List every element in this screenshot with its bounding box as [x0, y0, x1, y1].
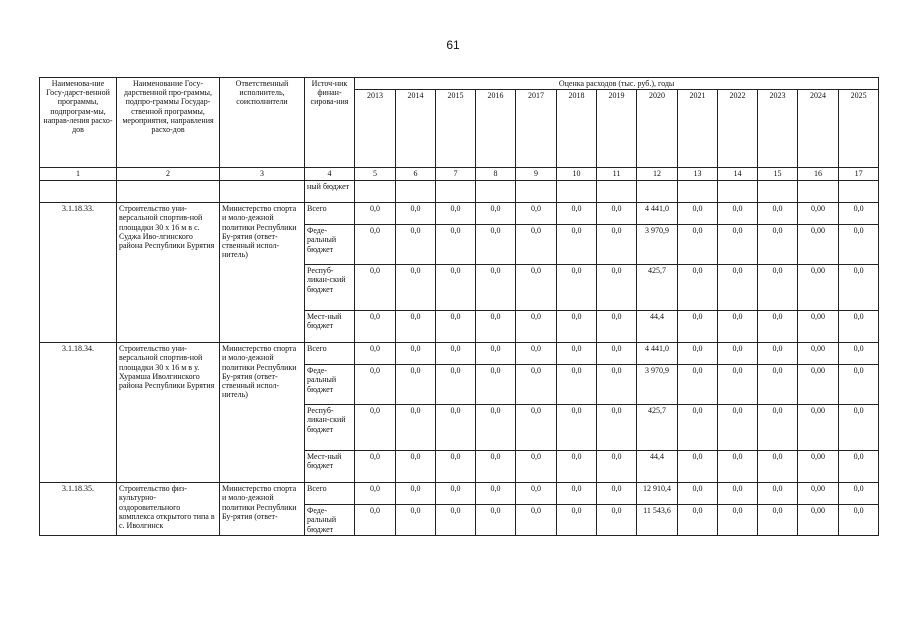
amount-cell: 0,00 [798, 405, 839, 451]
amount-cell: 0,00 [798, 451, 839, 483]
year-header: 2019 [597, 90, 637, 168]
amount-cell: 0,0 [557, 343, 597, 365]
index-cell: 14 [718, 168, 758, 181]
index-cell: 15 [758, 168, 798, 181]
amount-cell: 0,0 [597, 483, 637, 505]
amount-cell: 0,0 [758, 365, 798, 405]
amount-cell: 0,0 [557, 365, 597, 405]
amount-cell: 0,0 [597, 451, 637, 483]
carry-over-row [40, 181, 879, 203]
index-cell: 1 [40, 168, 117, 181]
item-executor: Министерство спорта и моло-дежной политики Республики Бу-рятия (ответ- [220, 483, 305, 536]
amount-cell: 3 970,9 [637, 365, 678, 405]
amount-cell: 0,0 [396, 405, 436, 451]
amount-cell: 0,0 [355, 203, 396, 225]
amount-cell: 0,0 [839, 483, 879, 505]
amount-cell: 0,0 [436, 265, 476, 311]
amount-cell: 0,0 [678, 203, 718, 225]
amount-cell: 3 970,9 [637, 225, 678, 265]
empty-cell [117, 181, 220, 203]
year-header: 2013 [355, 90, 396, 168]
empty-cell [396, 181, 436, 203]
year-header: 2015 [436, 90, 476, 168]
item-name: Строительство уни-версальной спортив-ной площадки 30 х 16 м в с. Суджа Иво-лгинского района Республики Бурятия [117, 203, 220, 343]
amount-cell: 0,0 [758, 451, 798, 483]
amount-cell: 0,0 [476, 203, 516, 225]
amount-cell: 0,0 [718, 311, 758, 343]
header-col4: Источ-ник финан-сирова-ния [305, 78, 355, 168]
amount-cell: 0,0 [758, 265, 798, 311]
amount-cell: 0,0 [718, 451, 758, 483]
amount-cell: 0,0 [355, 451, 396, 483]
amount-cell: 0,0 [839, 451, 879, 483]
amount-cell: 0,0 [355, 265, 396, 311]
year-header: 2020 [637, 90, 678, 168]
amount-cell: 0,0 [557, 203, 597, 225]
amount-cell: 0,0 [678, 365, 718, 405]
amount-cell: 0,0 [516, 343, 557, 365]
amount-cell: 0,0 [516, 483, 557, 505]
amount-cell: 0,0 [758, 405, 798, 451]
index-cell: 10 [557, 168, 597, 181]
amount-cell: 0,0 [758, 343, 798, 365]
header-estimate: Оценка расходов (тыс. руб.), годы [355, 78, 879, 90]
empty-cell [758, 181, 798, 203]
item-name: Строительство уни-версальной спортив-ной площадки 30 х 16 м в у. Хурамша Иволгинского района Республики Бурятия [117, 343, 220, 483]
amount-cell: 0,0 [718, 225, 758, 265]
amount-cell: 44,4 [637, 311, 678, 343]
amount-cell: 0,0 [557, 311, 597, 343]
amount-cell: 0,0 [516, 225, 557, 265]
amount-cell: 0,0 [557, 483, 597, 505]
amount-cell: 0,00 [798, 365, 839, 405]
amount-cell: 0,0 [839, 203, 879, 225]
amount-cell: 0,0 [355, 365, 396, 405]
amount-cell: 0,0 [476, 505, 516, 536]
empty-cell [798, 181, 839, 203]
year-header: 2021 [678, 90, 718, 168]
amount-cell: 0,0 [516, 405, 557, 451]
amount-cell: 0,0 [839, 225, 879, 265]
amount-cell: 0,0 [476, 451, 516, 483]
amount-cell: 0,0 [396, 343, 436, 365]
amount-cell: 0,0 [355, 343, 396, 365]
year-header: 2025 [839, 90, 879, 168]
year-header: 2018 [557, 90, 597, 168]
amount-cell: 0,0 [718, 365, 758, 405]
empty-cell [220, 181, 305, 203]
amount-cell: 0,0 [436, 405, 476, 451]
amount-cell: 0,0 [436, 343, 476, 365]
amount-cell: 0,00 [798, 343, 839, 365]
amount-cell: 0,0 [436, 483, 476, 505]
amount-cell: 0,0 [718, 483, 758, 505]
amount-cell: 0,0 [597, 225, 637, 265]
empty-cell [436, 181, 476, 203]
amount-cell: 0,0 [396, 265, 436, 311]
page-number: 61 [446, 38, 460, 52]
funding-source-cell: Всего [305, 483, 355, 505]
amount-cell: 0,0 [678, 343, 718, 365]
amount-cell: 0,0 [436, 365, 476, 405]
amount-cell: 0,00 [798, 265, 839, 311]
empty-cell [637, 181, 678, 203]
funding-source-cell: Респуб-ликан-ский бюджет [305, 405, 355, 451]
amount-cell: 0,0 [516, 265, 557, 311]
amount-cell: 0,0 [839, 343, 879, 365]
funding-source-cell: Всего [305, 343, 355, 365]
amount-cell: 0,0 [839, 265, 879, 311]
item-code: 3.1.18.34. [40, 343, 117, 483]
amount-cell: 0,0 [516, 311, 557, 343]
amount-cell: 0,0 [718, 343, 758, 365]
header-col1: Наименова-ние Госу-дарст-венной программы, подпрограм-мы, направ-ления расхо-дов [40, 78, 117, 168]
amount-cell: 0,0 [597, 265, 637, 311]
header-col2: Наименование Госу-дарственной про-граммы, подпро-граммы Государ-ственной программы, мероприятия, направления расхо-дов [117, 78, 220, 168]
funding-source-cell: Всего [305, 203, 355, 225]
item-executor: Министерство спорта и моло-дежной политики Республики Бу-рятия (ответ-ственный испол-нитель) [220, 343, 305, 483]
amount-cell: 0,0 [436, 311, 476, 343]
amount-cell: 0,0 [476, 265, 516, 311]
expense-table [39, 77, 879, 536]
index-cell: 12 [637, 168, 678, 181]
amount-cell: 0,0 [476, 483, 516, 505]
funding-source-cell: Феде-ральный бюджет [305, 505, 355, 536]
amount-cell: 0,0 [355, 505, 396, 536]
amount-cell: 0,0 [718, 203, 758, 225]
amount-cell: 0,0 [597, 311, 637, 343]
amount-cell: 0,0 [355, 311, 396, 343]
amount-cell: 0,0 [476, 225, 516, 265]
index-cell: 4 [305, 168, 355, 181]
amount-cell: 0,0 [516, 451, 557, 483]
amount-cell: 0,0 [597, 505, 637, 536]
empty-cell [839, 181, 879, 203]
amount-cell: 0,0 [516, 365, 557, 405]
empty-cell [597, 181, 637, 203]
amount-cell: 4 441,0 [637, 343, 678, 365]
empty-cell [40, 181, 117, 203]
empty-cell [476, 181, 516, 203]
budget-row [40, 203, 879, 225]
amount-cell: 0,0 [436, 451, 476, 483]
amount-cell: 0,0 [355, 483, 396, 505]
index-cell: 16 [798, 168, 839, 181]
amount-cell: 44,4 [637, 451, 678, 483]
budget-row [40, 483, 879, 505]
funding-source-cell: ный бюджет [305, 181, 355, 203]
amount-cell: 0,0 [516, 505, 557, 536]
amount-cell: 0,0 [557, 505, 597, 536]
amount-cell: 0,0 [839, 405, 879, 451]
amount-cell: 4 441,0 [637, 203, 678, 225]
column-index-row [40, 168, 879, 181]
amount-cell: 0,0 [839, 311, 879, 343]
amount-cell: 0,0 [355, 225, 396, 265]
amount-cell: 0,0 [396, 451, 436, 483]
amount-cell: 0,0 [678, 311, 718, 343]
amount-cell: 0,0 [436, 225, 476, 265]
index-cell: 2 [117, 168, 220, 181]
item-code: 3.1.18.33. [40, 203, 117, 343]
amount-cell: 0,0 [718, 405, 758, 451]
amount-cell: 0,0 [718, 505, 758, 536]
amount-cell: 0,0 [597, 343, 637, 365]
amount-cell: 0,0 [355, 405, 396, 451]
amount-cell: 0,00 [798, 225, 839, 265]
funding-source-cell: Мест-ный бюджет [305, 451, 355, 483]
year-header: 2024 [798, 90, 839, 168]
amount-cell: 0,0 [396, 505, 436, 536]
amount-cell: 0,0 [597, 405, 637, 451]
year-header: 2023 [758, 90, 798, 168]
amount-cell: 0,0 [678, 451, 718, 483]
index-cell: 6 [396, 168, 436, 181]
amount-cell: 0,0 [678, 405, 718, 451]
item-name: Строительство физ-культурно-оздоровительного комплекса открытого типа в с. Иволгинск [117, 483, 220, 536]
empty-cell [718, 181, 758, 203]
amount-cell: 0,00 [798, 311, 839, 343]
table-body [40, 168, 879, 536]
header-row [40, 78, 879, 90]
index-cell: 8 [476, 168, 516, 181]
amount-cell: 12 910,4 [637, 483, 678, 505]
amount-cell: 0,0 [678, 225, 718, 265]
index-cell: 9 [516, 168, 557, 181]
year-header: 2014 [396, 90, 436, 168]
amount-cell: 0,0 [678, 265, 718, 311]
index-cell: 13 [678, 168, 718, 181]
amount-cell: 0,0 [396, 225, 436, 265]
amount-cell: 0,0 [557, 265, 597, 311]
amount-cell: 0,0 [436, 203, 476, 225]
amount-cell: 0,00 [798, 483, 839, 505]
amount-cell: 0,00 [798, 505, 839, 536]
amount-cell: 0,0 [718, 265, 758, 311]
amount-cell: 0,0 [678, 505, 718, 536]
year-header: 2022 [718, 90, 758, 168]
amount-cell: 0,0 [557, 405, 597, 451]
amount-cell: 11 543,6 [637, 505, 678, 536]
amount-cell: 0,0 [396, 365, 436, 405]
funding-source-cell: Респуб-ликан-ский бюджет [305, 265, 355, 311]
item-code: 3.1.18.35. [40, 483, 117, 536]
amount-cell: 0,0 [597, 365, 637, 405]
funding-source-cell: Феде-ральный бюджет [305, 365, 355, 405]
funding-source-cell: Феде-ральный бюджет [305, 225, 355, 265]
amount-cell: 0,0 [839, 505, 879, 536]
empty-cell [678, 181, 718, 203]
amount-cell: 0,00 [798, 203, 839, 225]
header-col3: Ответственный исполнитель, соисполнители [220, 78, 305, 168]
amount-cell: 0,0 [476, 365, 516, 405]
year-header: 2017 [516, 90, 557, 168]
amount-cell: 0,0 [396, 483, 436, 505]
index-cell: 3 [220, 168, 305, 181]
amount-cell: 0,0 [678, 483, 718, 505]
amount-cell: 0,0 [758, 203, 798, 225]
amount-cell: 0,0 [476, 343, 516, 365]
amount-cell: 425,7 [637, 405, 678, 451]
amount-cell: 0,0 [839, 365, 879, 405]
year-header: 2016 [476, 90, 516, 168]
amount-cell: 0,0 [557, 225, 597, 265]
amount-cell: 0,0 [396, 311, 436, 343]
index-cell: 17 [839, 168, 879, 181]
index-cell: 5 [355, 168, 396, 181]
amount-cell: 425,7 [637, 265, 678, 311]
amount-cell: 0,0 [758, 225, 798, 265]
amount-cell: 0,0 [396, 203, 436, 225]
budget-row [40, 343, 879, 365]
amount-cell: 0,0 [758, 483, 798, 505]
funding-source-cell: Мест-ный бюджет [305, 311, 355, 343]
amount-cell: 0,0 [476, 405, 516, 451]
amount-cell: 0,0 [597, 203, 637, 225]
index-cell: 7 [436, 168, 476, 181]
amount-cell: 0,0 [436, 505, 476, 536]
empty-cell [355, 181, 396, 203]
amount-cell: 0,0 [476, 311, 516, 343]
amount-cell: 0,0 [758, 505, 798, 536]
empty-cell [557, 181, 597, 203]
amount-cell: 0,0 [516, 203, 557, 225]
item-executor: Министерство спорта и моло-дежной политики Республики Бу-рятия (ответ-ственный испол-нитель) [220, 203, 305, 343]
amount-cell: 0,0 [557, 451, 597, 483]
index-cell: 11 [597, 168, 637, 181]
empty-cell [516, 181, 557, 203]
amount-cell: 0,0 [758, 311, 798, 343]
